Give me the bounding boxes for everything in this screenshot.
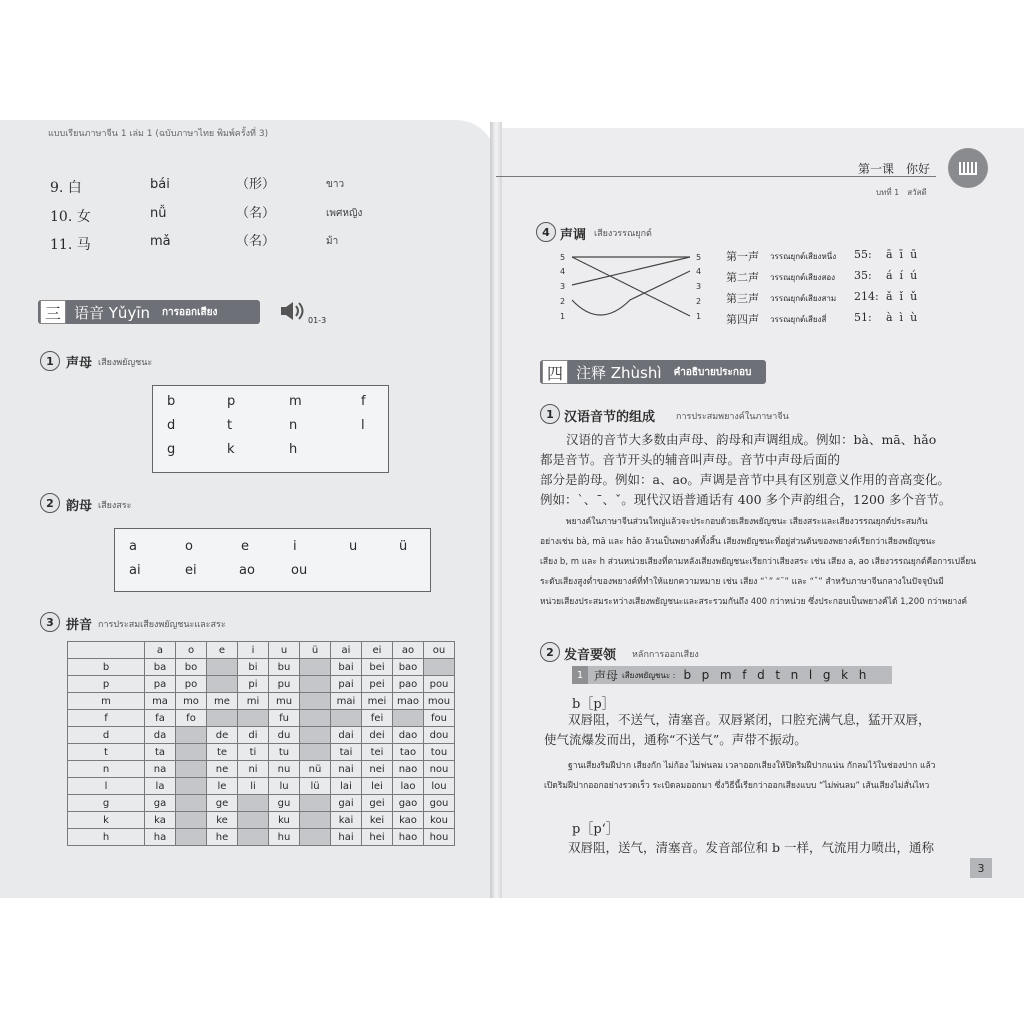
section-title-cn: 语音 Yǔyīn (74, 303, 150, 322)
strip-letters: b p m f d t n l g k h (683, 668, 868, 682)
tone-scale-label: 2 (696, 297, 702, 306)
section-heading-pronunciation (38, 300, 260, 324)
paragraph-line: ฐานเสียงริมฝีปาก เสียงกัก ไม่ก้อง ไม่พ่นลม เวลาออกเสียงให้ปิดริมฝีปากแน่น กักลมไว้ในช่องปาก แล้ว (568, 761, 936, 771)
pinyin-combination-table (67, 641, 455, 846)
section-number: 三 (40, 300, 66, 324)
table-syllable-cell: pei (362, 676, 393, 693)
paragraph-line: 汉语的音节大多数由声母、韵母和声调组成。例如：bà、mā、hǎo (566, 432, 937, 447)
table-syllable-cell: pou (424, 676, 455, 693)
subsection-number: 4 (536, 222, 556, 242)
table-syllable-cell (331, 710, 362, 727)
table-syllable-cell: bai (331, 659, 362, 676)
table-syllable-cell (176, 778, 207, 795)
initial: h (289, 442, 298, 457)
subsection-title-th: การประสมเสียงพยัญชนะและสระ (98, 620, 226, 630)
initial: f (361, 394, 366, 409)
table-initial-cell: g (68, 795, 145, 812)
initial: b (167, 394, 176, 409)
table-syllable-cell: nou (424, 761, 455, 778)
table-header-cell: ao (393, 642, 424, 659)
table-header-cell: u (269, 642, 300, 659)
initial: m (289, 394, 302, 409)
subsection-title-th: เสียงสระ (98, 501, 132, 511)
paragraph-line: อย่างเช่น bà, mā และ hǎo ล้วนเป็นพยางค์ทั้งสิ้น เสียงพยัญชนะที่อยู่ส่วนต้นของพยางค์เรียกว่าเสียงพยัญชนะ (540, 537, 936, 547)
initials-box (152, 385, 389, 473)
table-syllable-cell: lou (424, 778, 455, 795)
final: ai (129, 563, 141, 578)
table-syllable-cell: dou (424, 727, 455, 744)
table-syllable-cell (238, 795, 269, 812)
initial: t (227, 418, 233, 433)
initial-b-label: b［p］ (572, 697, 615, 712)
b-description-th (544, 756, 964, 796)
lesson-logo-icon (948, 148, 988, 188)
final: ao (239, 563, 255, 578)
table-syllable-cell: tou (424, 744, 455, 761)
vocab-thai: ขาว (326, 179, 345, 190)
vocab-pos: （名） (236, 206, 276, 221)
b-description-cn (544, 710, 964, 750)
subsection-title: 韵母 (66, 499, 93, 514)
table-syllable-cell (300, 727, 331, 744)
final: ü (399, 539, 408, 554)
initial: p (227, 394, 236, 409)
table-syllable-cell (207, 676, 238, 693)
table-syllable-cell: fa (145, 710, 176, 727)
table-syllable-cell (176, 727, 207, 744)
subsection-title: 拼音 (66, 618, 93, 633)
vocab-thai: ม้า (326, 236, 339, 247)
table-header-cell: e (207, 642, 238, 659)
final: a (129, 539, 137, 554)
vocab-num: 10. 女 (50, 209, 91, 225)
subsection-title: 声调 (560, 228, 587, 243)
table-syllable-cell: gao (393, 795, 424, 812)
table-syllable-cell: hai (331, 829, 362, 846)
table-syllable-cell: kai (331, 812, 362, 829)
final: ou (291, 563, 308, 578)
subsection-number: 1 (540, 404, 560, 424)
subsection-title-th: การประสมพยางค์ในภาษาจีน (676, 412, 789, 422)
table-syllable-cell: po (176, 676, 207, 693)
final: ei (185, 563, 197, 578)
table-initial-cell: d (68, 727, 145, 744)
table-syllable-cell (300, 659, 331, 676)
tone-examples: ā ī ū (886, 248, 918, 261)
table-syllable-cell (300, 812, 331, 829)
table-syllable-cell: fei (362, 710, 393, 727)
initial-p-label: p［p‘］ (572, 822, 619, 837)
table-syllable-cell (176, 829, 207, 846)
table-header-cell: i (238, 642, 269, 659)
final: u (349, 539, 358, 554)
paragraph-line: 都是音节。音节开头的辅音叫声母。音节中声母后面的 (540, 452, 841, 467)
table-syllable-cell: lü (300, 778, 331, 795)
table-row (68, 829, 455, 846)
table-syllable-cell: pi (238, 676, 269, 693)
table-syllable-cell: mao (393, 693, 424, 710)
table-syllable-cell: de (207, 727, 238, 744)
tone-name-th: วรรณยุกต์เสียงหนึ่ง (770, 252, 837, 261)
speaker-icon[interactable] (278, 300, 304, 326)
table-syllable-cell: bu (269, 659, 300, 676)
table-syllable-cell: tao (393, 744, 424, 761)
table-syllable-cell: di (238, 727, 269, 744)
table-row (68, 676, 455, 693)
table-header-cell: ai (331, 642, 362, 659)
paragraph-line: 双唇阻，不送气，清塞音。双唇紧闭，口腔充满气息，猛开双唇， (568, 712, 931, 727)
table-syllable-cell: hou (424, 829, 455, 846)
table-syllable-cell: dai (331, 727, 362, 744)
table-syllable-cell: bo (176, 659, 207, 676)
running-head-right-th: บทที่ 1 สวัสดี (876, 188, 927, 197)
tone-name-cn: 第三声 (726, 292, 759, 305)
tone-name-th: วรรณยุกต์เสียงสาม (770, 294, 837, 303)
vocab-num: 9. 白 (50, 180, 82, 196)
vocab-pos: （形） (236, 177, 276, 192)
table-header-cell: ei (362, 642, 393, 659)
table-syllable-cell: nü (300, 761, 331, 778)
section-heading-notes (540, 360, 766, 384)
table-row (68, 744, 455, 761)
final: e (241, 539, 249, 554)
table-syllable-cell: ba (145, 659, 176, 676)
table-syllable-cell: hei (362, 829, 393, 846)
table-syllable-cell: gei (362, 795, 393, 812)
paragraph-line: ระดับเสียงสูงต่ำของพยางค์ที่ทำให้แยกความหมาย เช่น เสียง “ˋ” “ˉ” และ “ˇ” สำหรับภาษาจีนกลางในปัจจุบันมี (540, 577, 944, 587)
table-syllable-cell (176, 744, 207, 761)
tone-examples: à ì ù (886, 311, 918, 324)
vocab-pinyin: mǎ (150, 234, 171, 249)
subsection-number: 2 (540, 642, 560, 662)
tone-value: 51: (854, 311, 872, 324)
table-syllable-cell: ga (145, 795, 176, 812)
vocab-pinyin: nǚ (150, 206, 167, 221)
table-syllable-cell: mu (269, 693, 300, 710)
tone-scale-label: 2 (560, 297, 566, 306)
table-initial-cell: n (68, 761, 145, 778)
table-initial-cell: l (68, 778, 145, 795)
table-initial-cell: m (68, 693, 145, 710)
tone-value: 214: (854, 290, 879, 303)
table-syllable-cell: pu (269, 676, 300, 693)
book-spine (490, 122, 502, 898)
tone-examples: ǎ ǐ ǔ (886, 290, 918, 303)
tone-name-cn: 第二声 (726, 271, 759, 284)
table-syllable-cell (300, 795, 331, 812)
vocab-pos: （名） (236, 234, 276, 249)
table-syllable-cell: na (145, 761, 176, 778)
table-syllable-cell: lai (331, 778, 362, 795)
table-header-cell: a (145, 642, 176, 659)
table-syllable-cell: lei (362, 778, 393, 795)
strip-number: 1 (572, 666, 588, 684)
section-number: 四 (542, 360, 568, 384)
table-row (68, 727, 455, 744)
table-syllable-cell (238, 829, 269, 846)
subsection-number: 3 (40, 612, 60, 632)
table-syllable-cell: nai (331, 761, 362, 778)
page-number: 3 (970, 858, 992, 878)
paragraph-line: 使气流爆发而出，通称“不送气”。声带不振动。 (544, 732, 807, 747)
section-title-th: การออกเสียง (162, 306, 218, 318)
table-syllable-cell: fo (176, 710, 207, 727)
table-syllable-cell: bi (238, 659, 269, 676)
table-syllable-cell: le (207, 778, 238, 795)
table-header-cell: o (176, 642, 207, 659)
table-row (68, 761, 455, 778)
vocab-num: 11. 马 (50, 237, 91, 253)
table-syllable-cell (424, 659, 455, 676)
table-header-cell: ü (300, 642, 331, 659)
table-syllable-cell: mo (176, 693, 207, 710)
table-syllable-cell: ke (207, 812, 238, 829)
table-initial-cell: f (68, 710, 145, 727)
table-syllable-cell: pao (393, 676, 424, 693)
tone-value: 35: (854, 269, 872, 282)
final: i (293, 539, 297, 554)
strip-title-th: เสียงพยัญชนะ : (622, 670, 676, 680)
p-description-cn: 双唇阻，送气，清塞音。发音部位和 b 一样，气流用力喷出，通称 (568, 840, 934, 855)
table-syllable-cell: ne (207, 761, 238, 778)
table-syllable-cell (300, 693, 331, 710)
table-header-cell (68, 642, 145, 659)
table-syllable-cell: bei (362, 659, 393, 676)
table-syllable-cell: nu (269, 761, 300, 778)
note1-chinese-paragraph (540, 430, 960, 510)
vocab-pinyin: bái (150, 177, 170, 192)
table-syllable-cell: pa (145, 676, 176, 693)
table-syllable-cell: dao (393, 727, 424, 744)
table-syllable-cell: ti (238, 744, 269, 761)
subsection-title: 发音要领 (564, 648, 617, 663)
table-syllable-cell: hu (269, 829, 300, 846)
running-head-left: แบบเรียนภาษาจีน 1 เล่ม 1 (ฉบับภาษาไทย พิมพ์ครั้งที่ 3) (48, 129, 269, 139)
final: o (185, 539, 193, 554)
running-head-right: 第一课 你好 (858, 162, 931, 176)
table-row (68, 812, 455, 829)
table-syllable-cell: mi (238, 693, 269, 710)
tone-name-th: วรรณยุกต์เสียงสอง (770, 273, 836, 282)
table-syllable-cell: lao (393, 778, 424, 795)
paragraph-line: 例如：ˋ、ˉ、ˇ。现代汉语普通话有 400 多个声韵组合，1200 多个音节。 (540, 492, 952, 507)
table-syllable-cell: ma (145, 693, 176, 710)
note1-thai-paragraph (540, 512, 977, 612)
table-syllable-cell (207, 659, 238, 676)
table-syllable-cell: du (269, 727, 300, 744)
vocab-thai: เพศหญิง (326, 208, 363, 219)
table-row (68, 710, 455, 727)
table-syllable-cell (176, 812, 207, 829)
initials-strip (572, 666, 892, 684)
subsection-title-th: เสียงวรรณยุกต์ (594, 229, 652, 239)
table-syllable-cell: lu (269, 778, 300, 795)
tone-scale-label: 3 (560, 282, 566, 291)
table-initial-cell: t (68, 744, 145, 761)
paragraph-line: เปิดริมฝีปากออกอย่างรวดเร็ว ระเบิดลมออกมา ซึ่งวิธีนี้เรียกว่าออกเสียงแบบ “ไม่พ่นลม” เส้นเสียงไม่สั่นไหว (544, 781, 930, 791)
table-syllable-cell: hao (393, 829, 424, 846)
table-syllable-cell: ha (145, 829, 176, 846)
table-row (68, 693, 455, 710)
tone-scale-label: 3 (696, 282, 702, 291)
table-syllable-cell: me (207, 693, 238, 710)
section-title-th: คำอธิบายประกอบ (673, 366, 752, 378)
tone-name-th: วรรณยุกต์เสียงสี่ (770, 315, 827, 324)
table-syllable-cell: gu (269, 795, 300, 812)
audio-track-label: 01-3 (308, 316, 327, 325)
table-row (68, 778, 455, 795)
table-syllable-cell: li (238, 778, 269, 795)
subsection-number: 1 (40, 351, 60, 371)
paragraph-line: 部分是韵母。例如：a、ao。声调是音节中具有区别意义作用的音高变化。 (540, 472, 950, 487)
table-syllable-cell: mai (331, 693, 362, 710)
table-initial-cell: h (68, 829, 145, 846)
tone-scale-label: 1 (560, 312, 566, 321)
table-syllable-cell: kei (362, 812, 393, 829)
table-syllable-cell (238, 812, 269, 829)
tone-value: 55: (854, 248, 872, 261)
table-syllable-cell (300, 744, 331, 761)
initial: n (289, 418, 298, 433)
table-syllable-cell: ni (238, 761, 269, 778)
strip-title-cn: 声母 (594, 668, 619, 683)
table-syllable-cell: kou (424, 812, 455, 829)
table-syllable-cell (300, 829, 331, 846)
table-syllable-cell: bao (393, 659, 424, 676)
table-syllable-cell: ta (145, 744, 176, 761)
table-syllable-cell: he (207, 829, 238, 846)
tone-examples: á í ú (886, 269, 918, 282)
table-initial-cell: k (68, 812, 145, 829)
table-syllable-cell: fou (424, 710, 455, 727)
table-syllable-cell: mei (362, 693, 393, 710)
table-syllable-cell: gai (331, 795, 362, 812)
table-syllable-cell: mou (424, 693, 455, 710)
section-title-cn: 注释 Zhùshì (576, 363, 662, 382)
tone-scale-label: 4 (560, 267, 566, 276)
table-syllable-cell: fu (269, 710, 300, 727)
initial: l (361, 418, 365, 433)
initial: g (167, 442, 176, 457)
table-syllable-cell (176, 795, 207, 812)
table-syllable-cell (300, 676, 331, 693)
paragraph-line: หน่วยเสียงประสมระหว่างเสียงพยัญชนะและสระรวมกันถึง 400 กว่าหน่วย ซึ่งประกอบเป็นพยางค์ได้ 1,200 กว่าพยางค์ (540, 597, 968, 607)
table-syllable-cell: nao (393, 761, 424, 778)
table-syllable-cell: tei (362, 744, 393, 761)
tone-scale-label: 1 (696, 312, 702, 321)
table-syllable-cell: kao (393, 812, 424, 829)
paragraph-line: พยางค์ในภาษาจีนส่วนใหญ่แล้วจะประกอบด้วยเสียงพยัญชนะ เสียงสระและเสียงวรรณยุกต์ประสมกัน (566, 517, 928, 527)
tone-name-cn: 第一声 (726, 250, 759, 263)
tone-scale-label: 5 (696, 253, 702, 262)
subsection-number: 2 (40, 493, 60, 513)
paragraph-line: เสียง b, m และ h ส่วนหน่วยเสียงที่ตามหลังเสียงพยัญชนะเรียกว่าเสียงสระ เช่น เสียง a, ao เสียงวรรณยุกต์คือการเปลี่ยน (540, 557, 977, 567)
table-syllable-cell: ge (207, 795, 238, 812)
initial: k (227, 442, 235, 457)
table-syllable-cell (238, 710, 269, 727)
table-syllable-cell (393, 710, 424, 727)
table-row (68, 795, 455, 812)
table-syllable-cell: nei (362, 761, 393, 778)
table-syllable-cell: tai (331, 744, 362, 761)
table-syllable-cell: dei (362, 727, 393, 744)
table-header-row (68, 642, 455, 659)
table-syllable-cell: pai (331, 676, 362, 693)
tone-scale-label: 4 (696, 267, 702, 276)
table-syllable-cell: tu (269, 744, 300, 761)
subsection-title: 汉语音节的组成 (564, 410, 656, 425)
tone-diagram (560, 250, 710, 326)
table-syllable-cell (207, 710, 238, 727)
table-header-cell: ou (424, 642, 455, 659)
tone-name-cn: 第四声 (726, 313, 759, 326)
table-initial-cell: p (68, 676, 145, 693)
table-syllable-cell: ku (269, 812, 300, 829)
table-syllable-cell: da (145, 727, 176, 744)
subsection-title-th: เสียงพยัญชนะ (98, 358, 153, 368)
table-syllable-cell: la (145, 778, 176, 795)
tone-scale-label: 5 (560, 253, 566, 262)
table-syllable-cell (176, 761, 207, 778)
table-syllable-cell (300, 710, 331, 727)
table-syllable-cell: ka (145, 812, 176, 829)
table-syllable-cell: te (207, 744, 238, 761)
subsection-title: 声母 (66, 356, 93, 371)
subsection-title-th: หลักการออกเสียง (632, 650, 699, 660)
table-initial-cell: b (68, 659, 145, 676)
initial: d (167, 418, 176, 433)
finals-box (114, 528, 431, 592)
table-syllable-cell: gou (424, 795, 455, 812)
table-row (68, 659, 455, 676)
